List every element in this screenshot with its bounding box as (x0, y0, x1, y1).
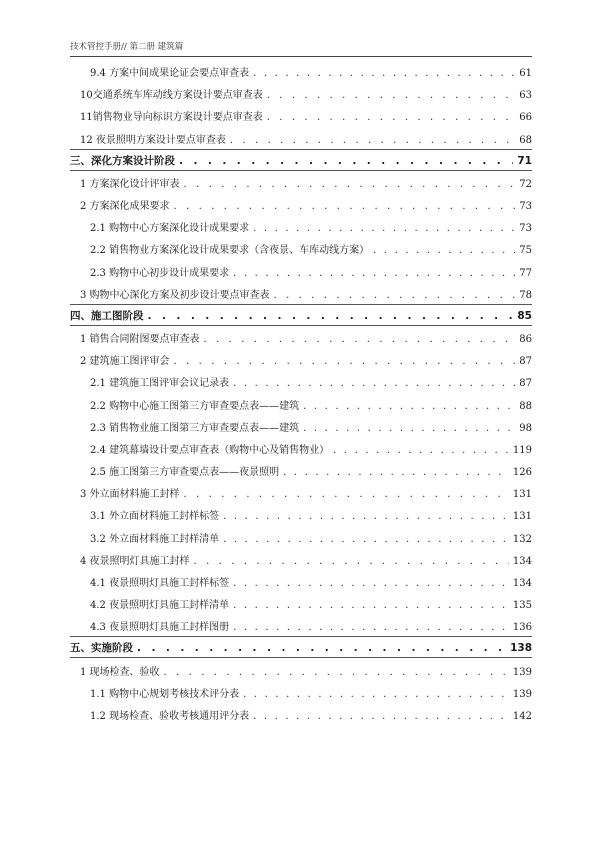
toc-entry-label: 2.1 购物中心方案深化设计成果要求 (90, 223, 250, 235)
dot-leader (184, 179, 516, 190)
toc-page-number: 135 (512, 600, 532, 612)
toc-entry[interactable] (70, 530, 532, 545)
toc-entry-label: 2.4 建筑幕墙设计要点审查表（购物中心及销售物业） (90, 444, 330, 456)
toc-entry-label: 4.1 夜景照明灯具施工封样标签 (90, 577, 230, 589)
dot-leader (164, 667, 509, 678)
toc-entry-label: 11销售物业导向标识方案设计要点审查表 (80, 112, 263, 124)
toc-page-number: 61 (519, 68, 532, 79)
toc-page-number: 126 (512, 467, 532, 479)
toc-entry[interactable] (70, 485, 532, 500)
toc-entry[interactable] (70, 707, 532, 722)
toc-entry-label: 3.1 外立面材料施工封样标签 (90, 511, 220, 523)
toc-page-number: 68 (519, 134, 532, 146)
toc-page-number: 85 (517, 309, 532, 322)
toc-page-number: 87 (519, 356, 532, 368)
dot-leader (174, 201, 516, 212)
toc-entry[interactable] (70, 618, 532, 633)
toc-entry-label: 1.1 购物中心规划考核技术评分表 (90, 688, 240, 700)
toc-page-number: 134 (512, 555, 532, 567)
toc-entry-label: 2.2 购物中心施工图第三方审查要点表——建筑 (90, 400, 300, 412)
toc-entry-label: 1 销售合同附图要点审查表 (80, 334, 200, 346)
toc-entry[interactable] (70, 463, 532, 478)
dot-leader (223, 511, 509, 522)
toc-entry[interactable] (70, 330, 532, 345)
toc-entry[interactable] (70, 264, 532, 279)
toc-section-heading[interactable] (70, 640, 532, 655)
dot-leader (253, 711, 509, 722)
header-rule (70, 56, 532, 57)
toc-entry-label: 9.4 方案中间成果论证会要点审查表 (90, 68, 250, 79)
toc-page-number: 98 (519, 422, 532, 434)
toc-entry-label: 五、实施阶段 (70, 642, 133, 655)
toc-page-number: 63 (519, 90, 532, 102)
toc-page-number: 134 (512, 577, 532, 589)
dot-leader (253, 68, 515, 79)
dot-leader (267, 112, 516, 123)
dot-leader (194, 556, 509, 567)
toc-entry-label: 12 夜景照明方案设计要点审查表 (80, 134, 226, 146)
dot-leader (233, 268, 515, 279)
dot-leader (303, 423, 515, 434)
toc-entry[interactable] (70, 552, 532, 567)
toc-page-number: 73 (519, 201, 532, 213)
toc-entry[interactable] (70, 596, 532, 611)
dot-leader (333, 445, 509, 456)
dot-leader (233, 378, 515, 389)
toc-entry[interactable] (70, 663, 532, 678)
toc-entry[interactable] (70, 108, 532, 123)
toc-entry-label: 2.3 销售物业施工图第三方审查要点表——建筑 (90, 422, 300, 434)
toc-entry[interactable] (70, 397, 532, 412)
dot-leader (179, 155, 513, 167)
toc-entry[interactable] (70, 175, 532, 190)
toc-entry-label: 三、深化方案设计阶段 (70, 154, 175, 167)
toc-entry[interactable] (70, 131, 532, 146)
dot-leader (184, 489, 509, 500)
toc-entry[interactable] (70, 64, 532, 79)
toc-entry[interactable] (70, 241, 532, 256)
toc-section-heading[interactable] (70, 153, 532, 168)
toc-entry-label: 2.3 购物中心初步设计成果要求 (90, 267, 230, 279)
dot-leader (174, 356, 516, 367)
toc-entry[interactable] (70, 507, 532, 522)
toc-page-number: 86 (519, 334, 532, 346)
toc-entry[interactable] (70, 685, 532, 700)
toc-entry-label: 3.2 外立面材料施工封样清单 (90, 533, 220, 545)
running-header: 技术管控手册// 第二册 建筑篇 (70, 42, 184, 52)
toc-entry[interactable] (70, 352, 532, 367)
toc-entry-label: 1 方案深化设计评审表 (80, 178, 180, 190)
toc-entry-label: 2.5 施工图第三方审查要点表——夜景照明 (90, 467, 280, 479)
dot-leader (233, 578, 509, 589)
toc-page-number: 138 (510, 642, 532, 655)
toc-entry[interactable] (70, 219, 532, 234)
toc-page-number: 136 (512, 622, 532, 634)
dot-leader (373, 245, 515, 256)
toc-page-number: 88 (519, 400, 532, 412)
toc-entry-label: 3 购物中心深化方案及初步设计要点审查表 (80, 289, 270, 301)
dot-leader (137, 642, 506, 654)
section-rule (70, 657, 532, 658)
toc-entry-label: 1.2 现场检查、验收考核通用评分表 (90, 710, 250, 722)
toc-entry[interactable] (70, 419, 532, 434)
toc-entry[interactable] (70, 197, 532, 212)
dot-leader (204, 334, 516, 345)
toc-page-number: 75 (519, 245, 532, 257)
dot-leader (223, 534, 509, 545)
toc-entry[interactable] (70, 286, 532, 301)
dot-leader (283, 467, 509, 478)
dot-leader (274, 290, 516, 301)
toc-page-number: 139 (512, 688, 532, 700)
dot-leader (233, 622, 509, 633)
section-rule (70, 170, 532, 171)
toc-page-number: 132 (512, 533, 532, 545)
dot-leader (267, 90, 516, 101)
section-rule (70, 304, 532, 305)
dot-leader (243, 689, 509, 700)
section-rule (70, 149, 532, 150)
section-rule (70, 325, 532, 326)
toc-entry-label: 2 建筑施工图评审会 (80, 356, 170, 368)
toc-page-number: 139 (512, 666, 532, 678)
toc-entry-label: 2 方案深化成果要求 (80, 201, 170, 213)
dot-leader (230, 135, 515, 146)
toc-entry[interactable] (70, 86, 532, 101)
toc-page-number: 142 (512, 710, 532, 722)
toc-page-number: 71 (517, 154, 532, 167)
toc-page-number: 72 (519, 178, 532, 190)
toc-entry-label: 4 夜景照明灯具施工封样 (80, 555, 190, 567)
toc-entry-label: 10交通系统车库动线方案设计要点审查表 (80, 90, 263, 102)
toc-page-number: 78 (519, 289, 532, 301)
toc-entry[interactable] (70, 441, 532, 456)
dot-leader (233, 600, 509, 611)
toc-page-number: 131 (512, 489, 532, 501)
toc-page-number: 119 (512, 444, 532, 456)
toc-page-number: 77 (519, 267, 532, 279)
dot-leader (303, 401, 515, 412)
toc-section-heading[interactable] (70, 308, 532, 323)
toc-page-number: 87 (519, 378, 532, 390)
toc-entry-label: 4.3 夜景照明灯具施工封样图册 (90, 622, 230, 634)
toc-entry-label: 4.2 夜景照明灯具施工封样清单 (90, 600, 230, 612)
dot-leader (253, 223, 515, 234)
toc-entry[interactable] (70, 374, 532, 389)
toc-page-number: 73 (519, 223, 532, 235)
toc-entry-label: 四、施工图阶段 (70, 309, 144, 322)
toc-entry-label: 2.1 建筑施工图评审会议记录表 (90, 378, 230, 390)
dot-leader (148, 310, 514, 322)
toc-entry[interactable] (70, 574, 532, 589)
toc-entry-label: 1 现场检查、验收 (80, 666, 160, 678)
toc-page-number: 131 (512, 511, 532, 523)
toc-entry-label: 2.2 销售物业方案深化设计成果要求（含夜景、车库动线方案） (90, 245, 370, 257)
toc-entry-label: 3 外立面材料施工封样 (80, 489, 180, 501)
section-rule (70, 636, 532, 637)
toc-page-number: 66 (519, 112, 532, 124)
